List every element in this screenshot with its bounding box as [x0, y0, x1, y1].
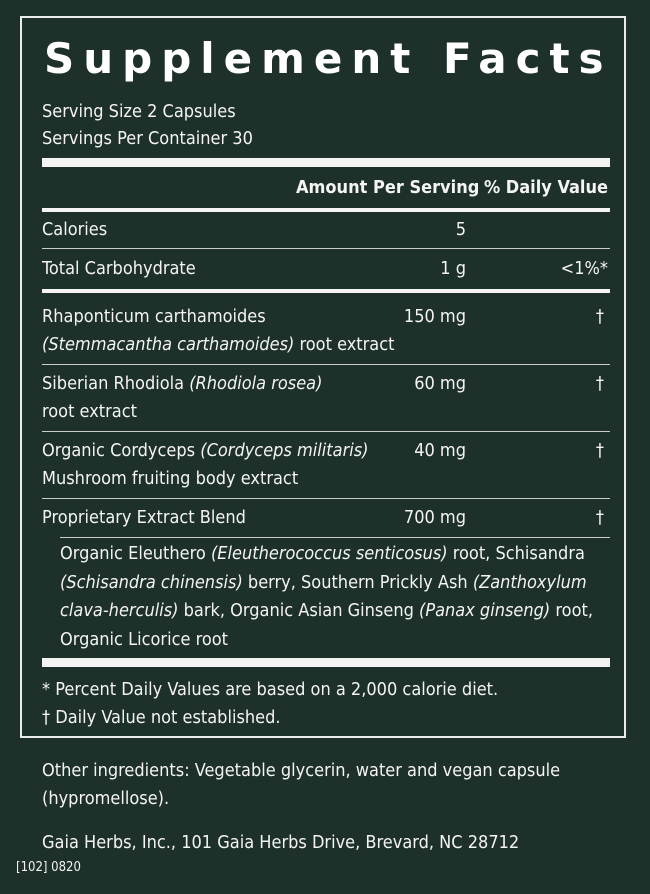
blend-divider [60, 537, 610, 538]
other-ingredients-line1: Other ingredients: Vegetable glycerin, water and vegan capsule [42, 760, 561, 781]
row-calories-name: Calories [42, 219, 108, 240]
mid-rule-header [42, 208, 610, 212]
row-rhodiola-name: Siberian Rhodiola [42, 373, 190, 394]
row-rhodiola-line1 [42, 370, 322, 398]
row-divider [42, 431, 610, 432]
row-cordyceps-latin: (Cordyceps militaris) [200, 440, 369, 461]
row-rhodiola-amount: 60 mg [414, 373, 466, 394]
row-calories-amount: 5 [455, 219, 466, 240]
supplement-facts-panel [20, 16, 626, 738]
row-blend-dv: † [595, 507, 604, 528]
blend-text-1: Organic Eleuthero [60, 543, 211, 564]
blend-text-4: bark, Organic Asian Ginseng [178, 600, 420, 621]
row-blend-amount: 700 mg [403, 507, 466, 528]
blend-latin-2: (Schisandra chinensis) [60, 571, 243, 593]
row-rhodiola-latin: (Rhodiola rosea) [189, 373, 323, 394]
blend-ingredients [60, 540, 610, 654]
row-cordyceps-line1 [42, 437, 369, 465]
row-carb-dv: <1%* [560, 258, 608, 279]
header-amount: Amount Per Serving [296, 177, 480, 198]
row-rhodiola-line2: root extract [42, 401, 137, 422]
row-cordyceps-dv: † [595, 440, 604, 461]
thick-rule-top [42, 158, 610, 167]
row-carb-name: Total Carbohydrate [42, 258, 196, 279]
row-blend-name: Proprietary Extract Blend [42, 507, 246, 528]
panel-title: Supplement Facts [44, 34, 613, 83]
row-rhaponticum-suffix: root extract [294, 334, 395, 355]
header-dv: % Daily Value [483, 177, 608, 198]
blend-text-5: root, Organic Licorice root [60, 600, 593, 650]
row-rhaponticum-name: Rhaponticum carthamoides [42, 306, 266, 327]
row-divider [42, 248, 610, 249]
row-cordyceps-line2: Mushroom fruiting body extract [42, 468, 299, 489]
thick-rule-bottom [42, 658, 610, 667]
footnote-dagger: † Daily Value not established. [42, 707, 281, 728]
blend-latin-3: (Zanthoxylum clava-herculis) [60, 571, 587, 621]
row-cordyceps-amount: 40 mg [414, 440, 466, 461]
footnote-daily-values: * Percent Daily Values are based on a 2,000 calorie diet. [42, 679, 499, 700]
row-rhaponticum-latin: (Stemmacantha carthamoides) [42, 334, 295, 355]
row-cordyceps-name: Organic Cordyceps [42, 440, 201, 461]
row-rhaponticum-amount: 150 mg [403, 306, 466, 327]
row-divider [42, 364, 610, 365]
blend-text-2: root, Schisandra [447, 543, 585, 564]
blend-text-3: berry, Southern Prickly Ash [242, 571, 473, 593]
row-rhaponticum-line2 [42, 331, 394, 359]
company-address: Gaia Herbs, Inc., 101 Gaia Herbs Drive, Brevard, NC 28712 [42, 832, 520, 853]
blend-latin-4: (Panax ginseng) [419, 600, 551, 621]
row-divider [42, 498, 610, 499]
row-carb-amount: 1 g [440, 258, 466, 279]
label-code: [102] 0820 [16, 860, 81, 875]
row-rhaponticum-dv: † [595, 306, 604, 327]
servings-per-container: Servings Per Container 30 [42, 128, 253, 149]
serving-size: Serving Size 2 Capsules [42, 101, 236, 122]
mid-rule-body [42, 289, 610, 293]
row-rhodiola-dv: † [595, 373, 604, 394]
blend-latin-1: (Eleutherococcus senticosus) [210, 543, 448, 564]
other-ingredients-line2: (hypromellose). [42, 788, 170, 809]
